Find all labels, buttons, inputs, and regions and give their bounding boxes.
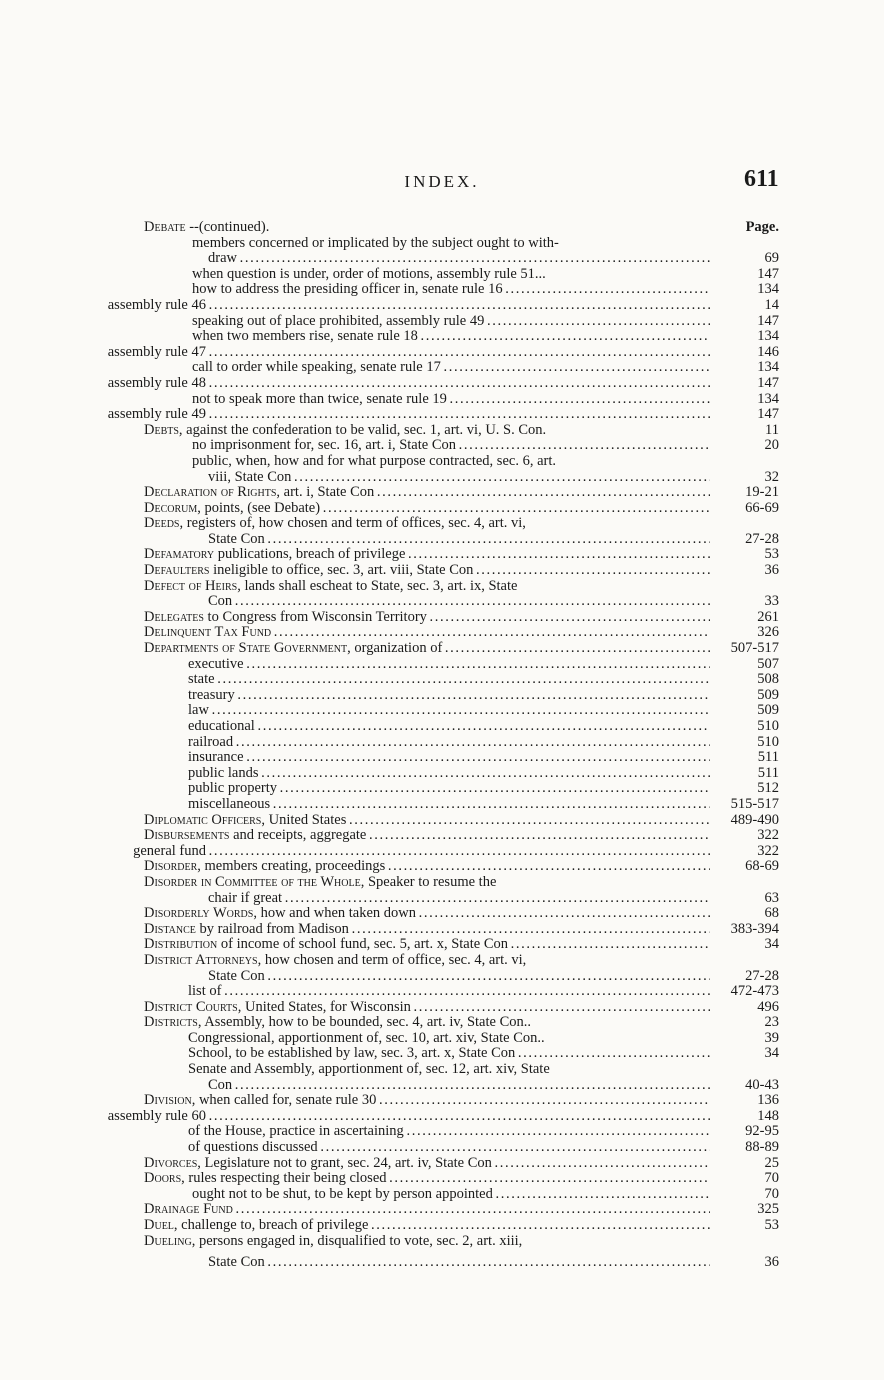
entry-page: 512 [757,780,779,797]
entry-page: 508 [757,671,779,688]
entry-page: 134 [757,390,779,407]
entry-page: 53 [764,546,779,563]
index-entry [144,781,782,797]
entry-page: 34 [764,1045,779,1062]
entry-page: 507 [757,655,779,672]
entry-text: Distance by railroad from Madison . . . [144,922,710,938]
entry-text: when two members rise, senate rule 18 . . . [192,329,710,345]
entry-page: 19-21 [745,484,779,501]
entry-text: Dueling, persons engaged in, disqualified to vote, sec. 2, art. xiii, [144,1233,523,1249]
entry-page: 23 [764,1014,779,1031]
index-entry [144,1202,782,1218]
entry-page: 383-394 [730,920,779,937]
entry-page: 509 [757,686,779,703]
index-entry [144,703,782,719]
entry-text: Disorder, members creating, proceedings . . . [144,859,710,875]
entry-page: 511 [757,764,779,781]
entry-page: 33 [764,593,779,610]
entry-page: 14 [764,296,779,313]
index-entry [144,454,782,470]
entry-page: 53 [764,1217,779,1233]
entry-page: 68 [764,905,779,922]
index-entry [144,1031,782,1047]
entry-text: District Attorneys, how chosen and term of office, sec. 4, art. vi, [144,952,527,968]
index-entry [144,875,782,891]
index-entry [144,267,782,283]
index-entry [144,610,782,626]
index-entry [144,1156,782,1172]
index-entry [144,750,782,766]
entry-text: State Con . . . [208,969,710,985]
entry-page: 515-517 [730,795,779,812]
page-number: 611 [744,166,779,192]
index-entry [144,813,782,829]
entry-text: of the House, practice in ascertaining . . . [188,1124,710,1140]
index-entry [144,1187,782,1203]
index-entry [144,1000,782,1016]
entry-page: 63 [764,889,779,906]
entry-text: Distribution of income of school fund, sec. 5, art. x, State Con . . . [144,937,710,953]
entry-text: viii, State Con . . . [208,470,710,486]
entry-text: Disorder in Committee of the Whole, Speaker to resume the [144,874,497,890]
index-entry [144,828,782,844]
entry-page: 92-95 [745,1123,779,1140]
entry-page: 39 [764,1029,779,1046]
entry-text: assembly rule 60 . . . [108,1109,710,1125]
index-entry [144,516,782,532]
entry-text: Con . . . [208,1078,710,1094]
entry-text: School, to be established by law, sec. 3, art. x, State Con . . . [188,1046,710,1062]
index-entry [144,1015,782,1031]
entry-page: 20 [764,437,779,454]
entry-text: Debate --(continued). [144,220,270,235]
entry-text: Defaulters ineligible to office, sec. 3, art. viii, State Con . . . [144,563,710,579]
page-title: INDEX. [404,172,480,191]
entry-page: 36 [764,1254,779,1271]
index-entry [144,1255,782,1271]
entry-page: 147 [757,312,779,329]
entry-page: 322 [757,842,779,859]
entry-page: 510 [757,718,779,734]
entry-text: public, when, how and for what purpose contracted, sec. 6, art. [192,453,556,469]
entry-text: list of . . . [188,984,710,1000]
entry-page: 134 [757,328,779,345]
entry-text: Debts, against the confederation to be valid, sec. 1, art. vi, U. S. Con. [144,422,547,438]
entry-text: State Con . . . [208,1255,710,1271]
index-entry [144,688,782,704]
entry-page: 511 [757,749,779,766]
entry-page: 69 [764,250,779,267]
index-entry [144,501,782,517]
index-entry [144,766,782,782]
index-entry [144,532,782,548]
entry-page: 40-43 [745,1076,779,1093]
index-entry [144,1218,782,1234]
entry-page: 326 [757,624,779,641]
entry-text: Delegates to Congress from Wisconsin Territory . . . [144,610,710,626]
index-entry [144,937,782,953]
entry-text: executive . . . [188,657,710,673]
entry-text: Declaration of Rights, art. i, State Con . . . [144,485,710,501]
entry-text: not to speak more than twice, senate rule 19 . . . [192,392,710,408]
index-entry [144,969,782,985]
index-entry [133,842,782,860]
entry-page: 146 [757,343,779,360]
entry-text: Defect of Heirs, lands shall escheat to State, sec. 3, art. ix, State [144,578,518,594]
index-entry [144,859,782,875]
index-entry [107,374,782,392]
entry-text: draw . . . [208,251,710,267]
entry-text: public property . . . [188,781,710,797]
entry-page: 148 [757,1107,779,1124]
index-entry [144,1234,782,1250]
index-entry [144,953,782,969]
entry-page: 70 [764,1185,779,1202]
entry-text: Drainage Fund . . . [144,1202,710,1218]
index-entry [144,984,782,1000]
entry-text: when question is under, order of motions, assembly rule 51... [192,266,546,282]
index-entry [144,251,782,267]
index-entry [144,220,782,236]
entry-text: Duel, challenge to, breach of privilege . . . [144,1218,710,1234]
entry-page: 36 [764,562,779,579]
entry-text: Decorum, points, (see Debate) . . . [144,501,710,517]
entry-text: assembly rule 48 . . . [108,376,710,392]
index-entry [144,625,782,641]
entry-text: of questions discussed . . . [188,1140,710,1156]
entry-page: 509 [757,702,779,719]
entry-page: 136 [757,1092,779,1109]
index-entry [144,236,782,252]
index-entry [144,906,782,922]
entry-text: chair if great . . . [208,891,710,907]
entry-page: 34 [764,936,779,953]
entry-text: Deeds, registers of, how chosen and term of offices, sec. 4, art. vi, [144,516,526,532]
entry-page: 261 [757,608,779,625]
entry-text: speaking out of place prohibited, assembly rule 49 . . . [192,314,710,330]
entry-text: miscellaneous . . . [188,797,710,813]
index-list [107,219,782,1271]
entry-page: 32 [764,468,779,485]
entry-text: Districts, Assembly, how to be bounded, sec. 4, art. iv, State Con.. [144,1015,532,1031]
index-entry [144,392,782,408]
index-entry [144,672,782,688]
entry-page: 11 [765,421,779,438]
index-entry [144,470,782,486]
entry-page: 66-69 [745,499,779,516]
entry-page: 27-28 [745,530,779,547]
entry-text: District Courts, United States, for Wisconsin . . . [144,1000,710,1016]
index-entry [144,423,782,439]
index-entry [107,296,782,314]
entry-text: treasury . . . [188,688,710,704]
entry-page: 147 [757,374,779,391]
entry-text: assembly rule 47 . . . [108,345,710,361]
index-entry [107,406,782,423]
entry-text: Defamatory publications, breach of privilege . . . [144,547,710,563]
entry-text: law . . . [188,703,710,719]
entry-page: 147 [757,265,779,282]
index-entry [144,1124,782,1140]
entry-page: 510 [757,733,779,750]
entry-text: how to address the presiding officer in, senate rule 16 . . . [192,282,710,298]
entry-text: Divorces, Legislature not to grant, sec. 24, art. iv, State Con . . . [144,1156,710,1172]
entry-text: public lands . . . [188,766,710,782]
entry-page: 147 [757,406,779,423]
entry-page: 70 [764,1170,779,1187]
entry-text: Congressional, apportionment of, sec. 10, art. xiv, State Con.. [188,1030,545,1046]
index-entry [144,719,782,735]
entry-page: Page. [745,219,779,235]
index-entry [144,438,782,454]
entry-text: Diplomatic Officers, United States . . . [144,813,710,829]
index-entry [144,314,782,330]
index-entry [144,657,782,673]
entry-text: assembly rule 46 . . . [108,298,710,314]
index-entry [144,282,782,298]
index-entry [144,1046,782,1062]
entry-text: no imprisonment for, sec. 16, art. i, State Con . . . [192,438,710,454]
index-entry [144,579,782,595]
entry-text: assembly rule 49 . . . [108,407,710,423]
entry-text: Departments of State Government, organization of . . . [144,641,710,657]
entry-text: Senate and Assembly, apportionment of, sec. 12, art. xiv, State [188,1062,550,1078]
entry-text: general fund . . . [133,844,710,860]
entry-text: Doors, rules respecting their being closed . . . [144,1171,710,1187]
entry-page: 25 [764,1154,779,1171]
entry-page: 134 [757,281,779,298]
entry-text: ought not to be shut, to be kept by person appointed . . . [192,1187,710,1203]
index-entry [144,1093,782,1109]
index-entry [144,594,782,610]
entry-text: Division, when called for, senate rule 30 . . . [144,1093,710,1109]
entry-text: insurance . . . [188,750,710,766]
index-entry [144,1140,782,1156]
entry-page: 27-28 [745,967,779,984]
entry-text: railroad . . . [188,735,710,751]
index-entry [144,485,782,501]
entry-page: 88-89 [745,1139,779,1156]
entry-text: state . . . [188,672,710,688]
index-entry [144,922,782,938]
entry-text: State Con . . . [208,532,710,548]
entry-text: Disorderly Words, how and when taken down . . . [144,906,710,922]
index-entry [144,1062,782,1078]
entry-page: 489-490 [730,811,779,828]
entry-text: Disbursements and receipts, aggregate . . . [144,828,710,844]
entry-page: 68-69 [745,858,779,875]
entry-page: 496 [757,998,779,1015]
entry-page: 325 [757,1201,779,1218]
index-entry [144,547,782,563]
index-entry [144,641,782,657]
index-entry [144,360,782,376]
entry-text: members concerned or implicated by the subject ought to with- [192,235,559,251]
index-entry [144,891,782,907]
index-entry [144,1078,782,1094]
index-entry [107,343,782,361]
entry-page: 134 [757,359,779,376]
entry-page: 472-473 [730,983,779,1000]
index-entry [144,797,782,813]
entry-page: 322 [757,827,779,844]
entry-page: 507-517 [730,640,779,657]
index-entry [144,563,782,579]
index-entry [144,329,782,345]
entry-text: Delinquent Tax Fund . . . [144,625,710,641]
entry-text: call to order while speaking, senate rule 17 . . . [192,360,710,376]
index-entry [144,735,782,751]
entry-text: Con . . . [208,594,710,610]
index-entry [144,1171,782,1187]
index-entry [107,1107,782,1125]
entry-text: educational . . . [188,719,710,735]
